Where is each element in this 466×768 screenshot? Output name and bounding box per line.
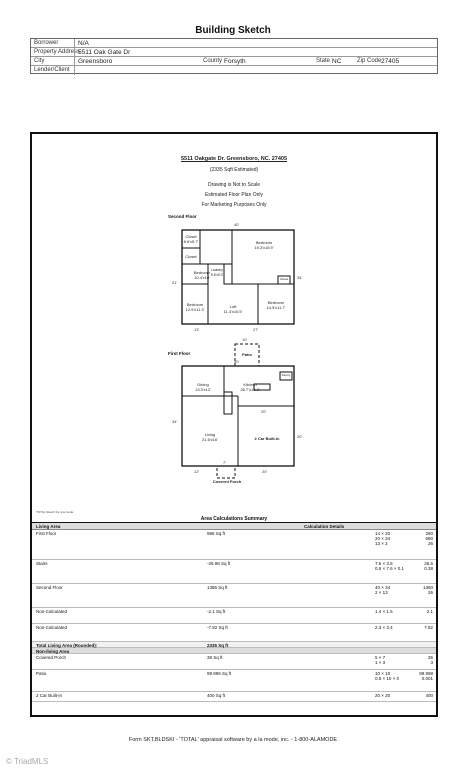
calc-result: 99.998 [419, 671, 433, 676]
sketch-sheet [30, 132, 438, 717]
calc-line [375, 625, 433, 630]
calc-result: 1360 [422, 585, 433, 590]
closet-3-label: Closet [279, 277, 289, 281]
calc-formula: 5 × 7 [375, 655, 386, 660]
calc-formula: 14 × 20 [375, 531, 391, 536]
calc-result: 26.6 [424, 561, 433, 566]
table-row [32, 530, 436, 560]
disclaimer-1: Drawing is Not to Scale [208, 182, 260, 188]
second-floor-label: Second Floor [168, 214, 197, 219]
table-row [32, 608, 436, 624]
table-row [32, 624, 436, 642]
watermark: © TriadMLS [6, 757, 49, 766]
calc-result: 26 [427, 590, 433, 595]
dim-ff-mid: 20' [261, 409, 267, 414]
state-value: NC [332, 58, 342, 65]
calc-result: 0.001 [421, 676, 433, 681]
row-name: Covered Porch [36, 655, 67, 660]
row-name: Second Floor [36, 585, 63, 590]
row-area: -2.1 Sq ft [207, 609, 226, 614]
dim-porch: 7' [223, 460, 226, 465]
calc-line [375, 590, 433, 595]
kitchen-label: Kitchen 26.7'x13.3' [240, 382, 260, 392]
table-row [32, 670, 436, 692]
row-area: 38 Sq ft [207, 655, 223, 660]
calc-formula: 20 × 34 [375, 536, 391, 541]
calc-formula: 0.5 × 10 × 0 [375, 676, 400, 681]
borrower-label: Borrower [34, 40, 59, 46]
table-row [32, 654, 436, 670]
address-value: 5511 Oak Gate Dr [78, 49, 131, 56]
dining-label: Dining 13.3'x12' [195, 382, 211, 392]
calc-line [375, 660, 433, 665]
row-name: First Floor [36, 531, 57, 536]
row-name: Stairs [36, 561, 48, 566]
zip-value: 27405 [381, 58, 400, 65]
bedroom-3-label: Bedroom 12.9'x11.3' [185, 302, 205, 312]
address-label: Property Address [34, 49, 81, 55]
row-area: -26.98 Sq ft [207, 561, 231, 566]
calc-details-header: Calculation Details [304, 524, 345, 529]
calc-formula: 7.6 × 3.5 [375, 561, 393, 566]
calc-formula: 2.3 × 3.4 [375, 625, 393, 630]
garage-label: 2 Car Built-in [254, 436, 280, 441]
calc-result: 680 [425, 536, 433, 541]
dim-left: 21' [172, 280, 178, 285]
closet-label: Closet 8.6'x5.7' [183, 234, 199, 244]
bedroom-4-label: Bedroom 14.5'x11.7' [266, 300, 286, 310]
table-row [32, 692, 436, 702]
total-label: Total Living Area (Rounded): [36, 643, 98, 648]
calc-formula: 13 × 2 [375, 541, 388, 546]
nonliving-label: Non-living Area [36, 649, 70, 654]
property-info-box [30, 38, 438, 74]
city-label: City [34, 58, 45, 64]
dim-patio: 10' [242, 337, 248, 342]
table-row [32, 584, 436, 608]
sketch-address-title: 5511 Oakgate Dr. Greensboro, NC. 27405 [180, 156, 288, 162]
dim-ff-bottom-2: 20' [262, 469, 268, 474]
table-header [32, 523, 436, 530]
row-area: 986 Sq ft [207, 531, 226, 536]
calc-line [375, 676, 433, 681]
calc-line [375, 693, 433, 698]
disclaimer-3: For Marketing Purposes Only [201, 202, 267, 208]
calc-result: 3 [430, 660, 433, 665]
county-label: County [203, 58, 223, 64]
calc-formula: 1 × 3 [375, 660, 386, 665]
calc-line [375, 609, 433, 614]
calc-result: 0.38 [424, 566, 433, 571]
sketch-credit: TOTAL Sketch by a la mode [36, 510, 74, 514]
row-name: 2 Car Built-in [36, 693, 63, 698]
patio-label: Patio [242, 352, 252, 357]
row-area: 400 Sq ft [207, 693, 226, 698]
county-value: Forsyth [224, 58, 246, 65]
calc-formula: 40 × 34 [375, 585, 391, 590]
calc-result: 26 [427, 541, 433, 546]
lender-label: Lender/Client [34, 67, 70, 73]
dim-ff-left: 34' [172, 419, 178, 424]
calc-formula: 1.4 × 1.5 [375, 609, 393, 614]
calc-line [375, 566, 433, 571]
covered-porch-label: Covered Porch [212, 479, 242, 484]
calc-line [375, 541, 433, 546]
loft-label: Loft 11.4'x10.5' [223, 304, 243, 314]
pantry-label: Pantry [281, 373, 291, 377]
calc-result: 2.1 [426, 609, 433, 614]
dim-ff-right: 20' [297, 434, 303, 439]
sqft-note: (2335 Sqft Estimated) [209, 167, 259, 173]
closet-2-label: Closet [185, 254, 197, 259]
calc-formula: 2 × 13 [375, 590, 388, 595]
row-name: Non-Calculated [36, 609, 68, 614]
calc-result: 35 [427, 655, 433, 660]
table-row [32, 560, 436, 584]
dim-ff-top: 40' [234, 359, 240, 364]
floor-plan-drawing [32, 134, 436, 514]
living-label: Living 21.6'x16' [202, 432, 218, 442]
laundry-label: Laundry 5.6'x5.3' [210, 268, 224, 277]
dim-ff-bottom-1: 12' [194, 469, 200, 474]
calc-formula: 0.5 × 7.6 × 0.1 [375, 566, 405, 571]
zip-label: Zip Code [357, 58, 382, 64]
calc-result: 400 [425, 693, 433, 698]
row-area: 1386 Sq ft [207, 585, 228, 590]
area-table [32, 522, 436, 697]
calc-result: 280 [425, 531, 433, 536]
city-value: Greensboro [78, 58, 113, 65]
first-floor-label: First Floor [168, 351, 191, 356]
dim-top: 40' [234, 222, 240, 227]
borrower-value: N/A [78, 40, 89, 47]
dim-right: 34' [297, 275, 303, 280]
page-title: Building Sketch [195, 25, 271, 36]
bedroom-1-label: Bedroom 19.3'x15.9' [254, 240, 274, 250]
disclaimer-2: Estimated Floor Plan Only [204, 192, 264, 198]
area-summary-title: Area Calculations Summary [200, 516, 268, 522]
total-value: 2335 Sq ft [207, 643, 229, 648]
calc-formula: 10 × 10 [375, 671, 391, 676]
row-area: -7.82 Sq ft [207, 625, 228, 630]
form-footer: Form SKT.BLDSKI - 'TOTAL' appraisal software by a la mode, inc. - 1-800-ALAMODE [128, 737, 338, 743]
row-area: 99.999 Sq ft [207, 671, 232, 676]
dim-bottom-1: 13' [194, 327, 200, 332]
bedroom-2-label: Bedroom 10.4'x10' [193, 270, 211, 280]
state-label: State [316, 58, 331, 64]
calc-formula: 20 × 20 [375, 693, 391, 698]
living-area-header: Living Area [36, 524, 61, 529]
dim-bottom-2: 27' [253, 327, 259, 332]
row-name: Non-Calculated [36, 625, 68, 630]
calc-result: 7.82 [424, 625, 433, 630]
row-name: Patio [36, 671, 47, 676]
